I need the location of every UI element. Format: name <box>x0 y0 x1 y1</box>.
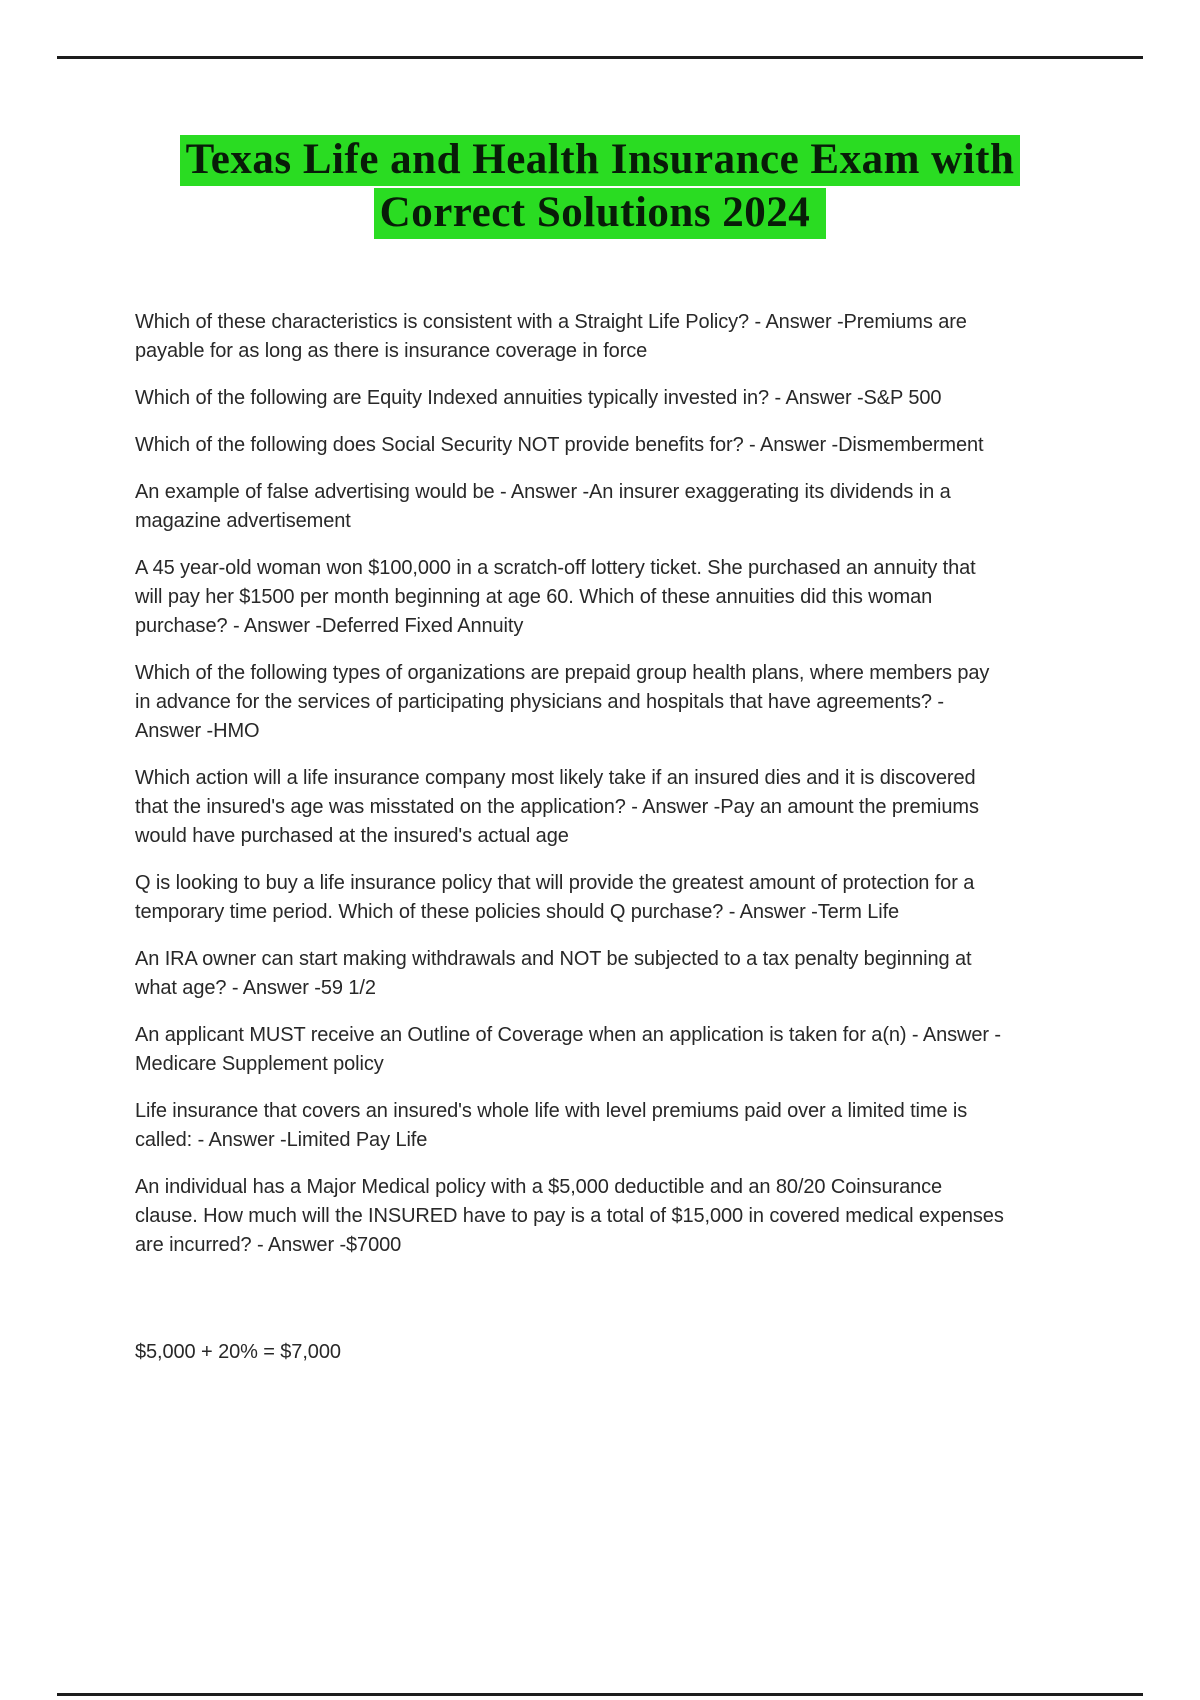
qa-paragraph: Which action will a life insurance company most likely take if an insured dies and it is discovered that the insured's age was misstated on the application? - Answer -Pay an amount the premiums would have purchased at the insured's actual age <box>135 767 979 847</box>
qa-content <box>135 308 1007 1385</box>
qa-paragraph: A 45 year-old woman won $100,000 in a scratch-off lottery ticket. She purchased an annuity that will pay her $1500 per month beginning at age 60. Which of these annuities did this woman purchase? - Answer -Deferred Fixed Annuity <box>135 557 976 637</box>
top-rule <box>57 56 1143 59</box>
qa-paragraph: Which of these characteristics is consistent with a Straight Life Policy? - Answer -Premiums are payable for as long as there is insurance coverage in force <box>135 311 967 362</box>
qa-paragraph: Which of the following types of organizations are prepaid group health plans, where members pay in advance for the services of participating physicians and hospitals that have agreements? - Answer -HMO <box>135 662 990 742</box>
qa-paragraph: Which of the following are Equity Indexed annuities typically invested in? - Answer -S&P 500 <box>135 387 942 409</box>
qa-paragraph: Which of the following does Social Security NOT provide benefits for? - Answer -Dismemberment <box>135 434 984 456</box>
page-title-line-1: Texas Life and Health Insurance Exam with <box>180 135 1021 186</box>
qa-paragraph: An example of false advertising would be - Answer -An insurer exaggerating its dividends in a magazine advertisement <box>135 481 951 532</box>
qa-paragraph: An applicant MUST receive an Outline of Coverage when an application is taken for a(n) - Answer -Medicare Supplement policy <box>135 1024 1001 1075</box>
page-title <box>0 0 1200 239</box>
qa-paragraph: An individual has a Major Medical policy with a $5,000 deductible and an 80/20 Coinsurance clause. How much will the INSURED have to pay is a total of $15,000 in covered medical expenses are incurred? - Answer -$7000 <box>135 1176 1004 1256</box>
page-title-line-2: Correct Solutions 2024 <box>374 188 827 239</box>
formula-line: $5,000 + 20% = $7,000 <box>135 1341 341 1363</box>
bottom-rule <box>57 1693 1143 1696</box>
qa-paragraph: Q is looking to buy a life insurance policy that will provide the greatest amount of protection for a temporary time period. Which of these policies should Q purchase? - Answer -Term Life <box>135 872 975 923</box>
qa-paragraph: Life insurance that covers an insured's whole life with level premiums paid over a limited time is called: - Answer -Limited Pay Life <box>135 1100 968 1151</box>
qa-paragraph: An IRA owner can start making withdrawals and NOT be subjected to a tax penalty beginning at what age? - Answer -59 1/2 <box>135 948 972 999</box>
